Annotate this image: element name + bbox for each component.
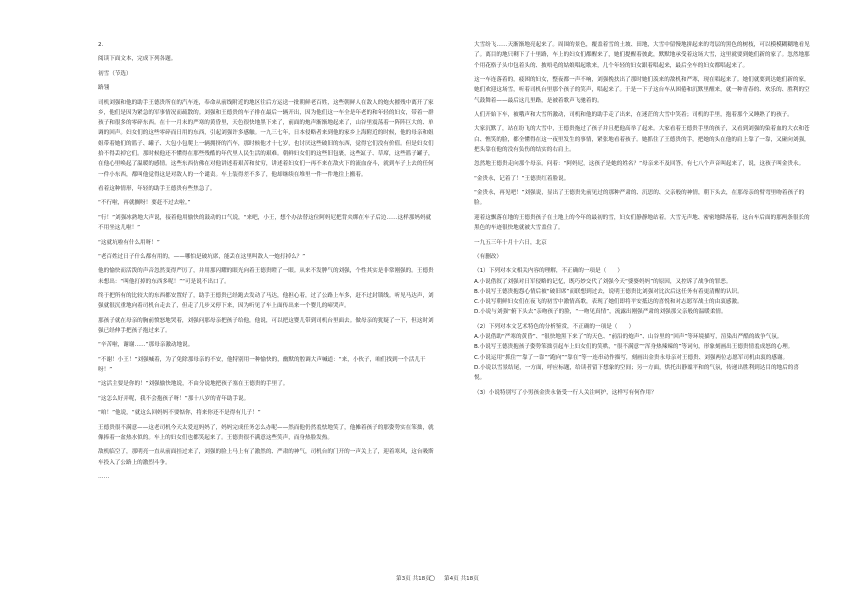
story-paragraph: “金贵永，记着了！”王德贵红着脸说。	[474, 175, 570, 182]
story-paragraph: “这怎么好弄呢，我不会抱孩子呀！”那十八岁的青年助手说。	[98, 395, 250, 402]
question-2	[474, 322, 810, 384]
story-title: 初雪（节选）	[98, 70, 132, 77]
story-author: 路翎	[98, 85, 110, 92]
question-1-stem: （1）下列对本文相关内容的理解，不正确的一项是（ ）	[474, 268, 623, 275]
story-paragraph: “这活主要是你的！”刘强愉快地说，不由分说地把孩子塞在王德贵的手里了。	[98, 381, 289, 388]
story-paragraph: 敌机临空了，那明亮一直从前面挂过来了，刘强的脸上马上有了激然的、严肃的神气，司机台的门开的一声关上了，迎着寒风，这台吸斯车投入了公路上的激烈斗争。	[98, 449, 434, 466]
story-paragraph: “金贵永，再见吧！”刘强说，显出了王德贵先前见过的那种严肃的、沉思的、父亲般的神情，朝下头去，在那母亲的臂弯里吻着孩子的脸。	[474, 190, 805, 207]
story-paragraph: “辛苦啦，谢谢……”那母亲激动地说。	[98, 342, 194, 349]
story-paragraph: 司机刘强和他的助手王德贵所在的汽车连，奉命从前线附近的地区往后方运送一批朝鲜老百姓，这些朝鲜人在敌人的炮火摧残中离开了家乡，他们是因为紧急的军事情况而疏散的。刘强和王德贵的车子排在最后一辆开出，因为他们这一车全是年老的和年轻的妇女，带着一群孩子和很多的零碎东西。在十一月末的严寒的黄昏里，天色很快地黑下来了，前面的炮声渐渐地起来了，山谷里震荡着一阵阵巨大的、单调的回声。妇女们的这些零碎而日用的东西，引起刘强许多感触。一九三七年，日本侵略者来到他的家乡上海附近的时候，他的母亲和姐姐带着她们的篮子、罐子、大包小包爬上一辆拥挤的汽车，那时候他才十七岁，也讨厌这些破旧的东西，觉得它们没有价值。但是妇女们拾不得丢掉它们。那时候他还不懂得在那些残酷的年代里人民生活的艰难。朝鲜妇女们的这些旧包裹，这些缸子、草席，这些篮子罐子，在他心里唤起了温暖的感情。这些东西仿佛在对他讲述着艰苦和贫穷，讲述着妇女们一再不来在敌火下的流血奋斗，就到车子上去的任何一件小东西，都叫他觉得这是对敌人的一个谴责。车上装得差不多了，他却继续在堆里一件一件地往上搬着。	[98, 99, 434, 178]
story-paragraph: 大雪纷飞……天渐渐地亮起来了。周围的景色，覆盖着雪的土坡、田地，大雪中留慢地拼起来的弯层的黑色的树枝，可以模模糊糊地看见了。离目的地只剩下了十里路，车上的妇女们都醒来了，她们提醒着彼此，默默地承受着这场大雪，这里就要到她们新的家了。忽然地那个用花格子头巾包着头的、披唔毛的姑娘唱起歌来，几个年轻的妇女跟着唱起来，最后全车的妇女都唱起来了。	[474, 42, 810, 69]
story-paragraph: “不谢！小王！”刘强喊着，为了免除那母亲的不安，他特别用一种愉快的，幽默的腔调大声喊道：“来，小伙子，咱们找到一个活儿干呀！”	[98, 356, 426, 374]
left-column	[98, 40, 434, 482]
question-2-option-a: A.小说借助“严寒的黄昏”、“很快地黑下来了”的天色、“前沿的炮声”、山谷里的“回声”等环境描写，渲染出严酷的战争气氛。	[474, 334, 783, 341]
question-2-option-d: D.小说以雪景结尾，一方面，呼应标题，给读者留下想象的空间；另一方面，烘托出静谧平和的气氛，传递出胜利到达目的地后的喜悦。	[474, 365, 799, 382]
story-paragraph: 看着这种情形，年轻的助手王德贵有些焦急了。	[98, 186, 216, 193]
story-paragraph: 迎着这飘落在地的王德贵孩子在土地上的今年的最初的雪，妇女们静静地站着。大雪无声地、密密地降落着，这台车后面的那两条很长的黑色的车迹很快地就被大雪盖住了。	[474, 214, 810, 232]
question-1-option-a: A.小说借叙了刘强对日军侵略的记忆，既巧妙交代了刘强今天“婆婆妈妈”的原因，又控诉了战争的罪恶。	[474, 278, 732, 285]
story-text-continued	[474, 40, 810, 262]
story-paragraph: “行！”刘强冰熟地大声说，接着他用愉快的鼓动的口气说，“来吧，小王，想个办法替这位阿妈尼把背夹绑在车子后边……这样那妈妈就不用坐这儿啦！”	[98, 214, 432, 232]
question-2-stem: （2）下列对本文艺术特色的分析鉴赏，不正确的一项是（ ）	[474, 323, 635, 330]
story-paragraph: 终于把所有的比较大的东西都安置好了，助手王德贵已经跑去发动了马达，他担心着，过了公路上车多，赶不过封锁线。听见马达声，刘强就很沉重地向着司机台走去了，但走了几步又停下来，因为听见了车上面传出来一个婴儿的啼哭声。	[98, 292, 434, 310]
right-page-number: 第4页 共18页	[444, 576, 479, 582]
story-paragraph: 忽然地王德贵走向那个母亲，问着：“阿妈尼，这孩子是她的姓名？”母亲来不及回答，有七八个声音叫起来了，说，这孩子叫金贵永。	[474, 161, 805, 168]
story-paragraph: 王德贵很不满意——这老司机今天太爱逗妈妈了，妈妈完成任务怎么办呢——然而他仍然羞怯地笑了，他摊着孩子的那姿势实在笨拙，就像捧着一盆热水似的。车上的妇女们也都笑起来了。王德贵很不满意这些笑声，而身热脸发热。	[98, 424, 434, 441]
question-3-stem: （3）小说特别写了小男孩金贵永备受一行人关注呵护，这样写有何作用？	[474, 389, 657, 396]
question-1-option-b: B.小说写王德贵抱怨心情后被“破旧席”而联想到过去，说明王德贵比刘强对比次后这任务有着更清醒的认识。	[474, 288, 743, 295]
story-text	[98, 98, 434, 483]
story-ellipsis: ……	[98, 473, 110, 480]
story-paragraph: 他的愉快而活泼的声音忽然变得严厉了，并用那闪耀的眼光向着王德贵瞪了一眼。从来不发脾气的刘强，个性其实是非常刚强的。王德贵未想出：“叫他打掉的东西多呢！”“可是说不出口了。	[98, 268, 434, 285]
question-3	[474, 388, 810, 398]
story-paragraph: “咱！”他说，“就这么回妈妈不要惦你，将来你还不是得有儿子！”	[98, 410, 261, 417]
question-1	[474, 266, 810, 317]
story-paragraph: 大家沉默了，站在纷飞的大雪中，王德贵拖过了孩子并且把他高举了起来。大家看着王德贵手里的孩子，又看到刘强的染着血的大衣和苍白、憔笑的脸，都全懂得在这一夜里发生的事情，紧张地看着孩子。她抓住了王德贵的手，把她的头在他的肩上靠了一靠，又碰向刘强，把头靠在他的没有负伤的结实的右肩上。	[474, 126, 810, 153]
story-source-note: （有删改）	[474, 253, 502, 260]
left-page-number: 第3页 共18页	[396, 576, 431, 582]
story-paragraph: 这一车连落着的，疲困的妇女，整夜都一声不响，刘强挽扶出了那时她们羡来的敌机和严寒，现在唱起来了。她们就要到达她们新的家，她们欢迎这场雪，听着司机台里那个孩子的笑声，唱起来了。于是一下子这台车从困倦和沉默里醒来，就一种青春的、欢乐的、胜利的空气鼓舞着——最后这几里路，是被着歌声飞驰着的。	[474, 76, 810, 104]
story-paragraph: “老百姓过日子什么都有用的，——哪怕是破坑席，能丢在这里叫敌人一炮打掉么？”	[98, 253, 306, 260]
story-date: 一九五三年十月十六日，北京	[474, 239, 547, 246]
question-instruction: 阅读下面文本，完成下列各题。	[98, 56, 177, 63]
story-paragraph: “不行啦，再就搁呀！要赶不过去啦。”	[98, 200, 191, 207]
question-1-option-c: C.小说写朝鲜妇女们在夜飞的初雪中激情高歌，表现了她们即将平安抵达的喜悦和对志愿军战士的由衷感激。	[474, 299, 743, 306]
question-1-option-d: D.小说与刘强“俯下头去”亲吻孩子的脸，“一吻见真情”，流露出刚强严肃的刘强那父亲般的温暖柔情。	[474, 309, 727, 316]
story-paragraph: 人们开始下车，被哦声和大雪所激动，司机和他的助手走了出来，在迷茫的大雪中笑着；司机的手里，抱着那个又睡熟了的孩子。	[474, 111, 793, 118]
story-paragraph: “这就坑啦有什么用呀！”	[98, 239, 160, 246]
question-2-option-b: B.小说写王德贵抱孩子姿势笨拙引起车上妇女们的笑哄，“很不满意”“浑身热辣辣的”等词句，形象刻画出王德贵情羞成怒的心理。	[474, 344, 794, 351]
story-paragraph: 那孩子就在母亲的胸前愤怒地哭着，刘强问那母亲把孩子给他，他说，可以把这婴儿带到司机台里面去。做母亲的犹疑了一下，但这时刘强已经伸手把孩子抱过来了。	[98, 317, 434, 334]
question-number: 2.	[98, 42, 104, 48]
question-2-option-c: C.小说运用“抓住”“靠了一靠”“跑向”“靠在”等一连串动作描写，刻画出金贵永母亲对王德贵、刘强两位志愿军司机由衷的感谢。	[474, 354, 789, 361]
center-circle-mark: ○	[429, 574, 436, 582]
right-column	[474, 40, 810, 398]
